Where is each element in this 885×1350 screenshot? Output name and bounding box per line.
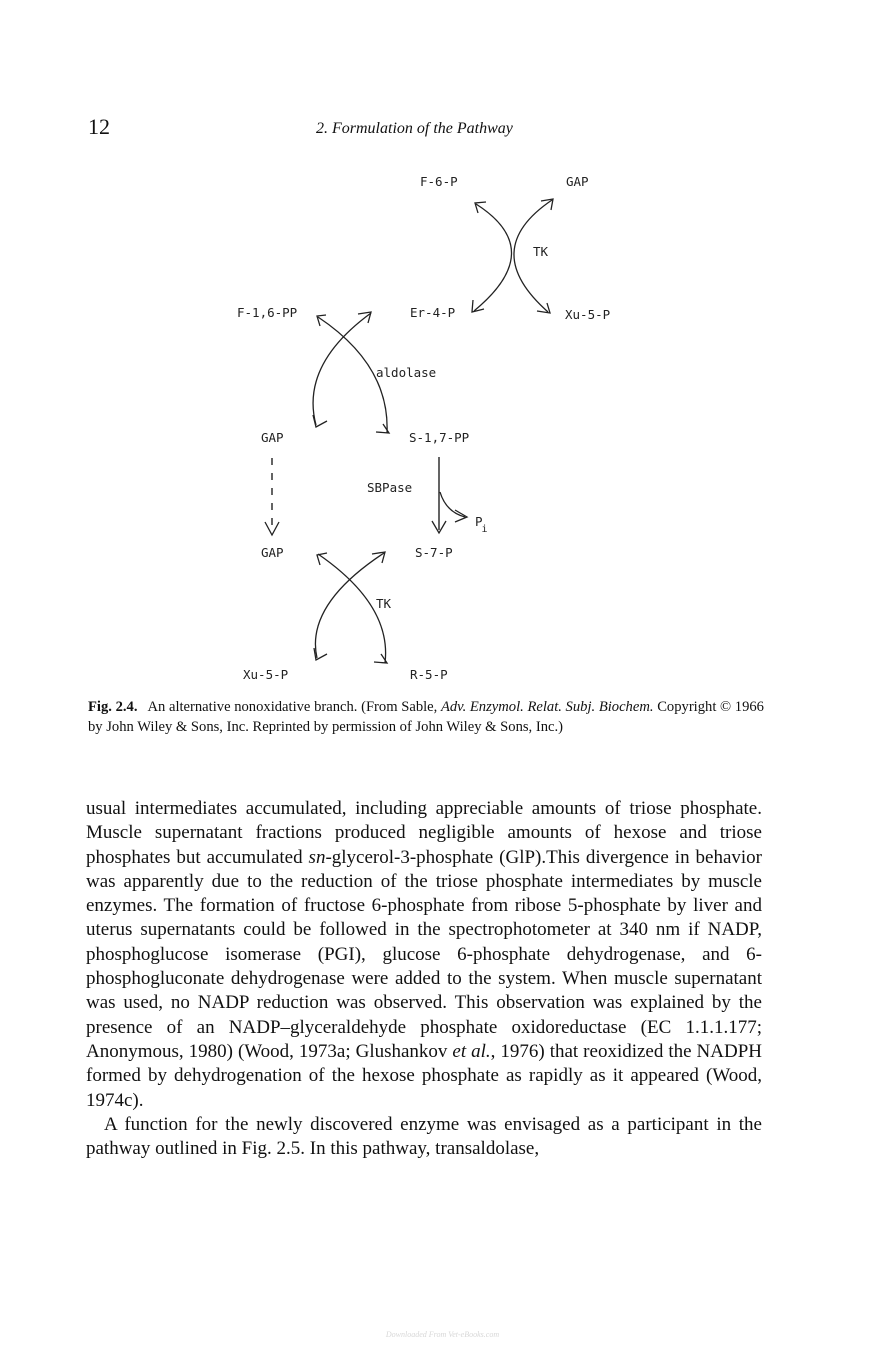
paragraph-1	[86, 797, 762, 1113]
label-gap-top: GAP	[566, 174, 589, 189]
label-f6p: F-6-P	[420, 174, 458, 189]
tk-top-arrowhead-2	[472, 300, 484, 312]
label-tk-top: TK	[533, 244, 549, 259]
caption-journal: Adv. Enzymol. Relat. Subj. Biochem.	[440, 699, 654, 715]
watermark: Downloaded From Vet-eBooks.com	[385, 1330, 500, 1339]
label-tk-bottom: TK	[376, 596, 392, 611]
p1-etal: et al.	[452, 1040, 491, 1062]
p1-text-c: , 1976) that reoxidized the NADPH formed by dehydrogenation of the hexose phosphate as rapidly as it appeared (Wood, 1974c).	[86, 1040, 762, 1111]
label-s17pp: S-1,7-PP	[409, 430, 470, 445]
aldolase-arc-2	[313, 313, 371, 425]
running-head: 2. Formulation of the Pathway	[316, 120, 513, 137]
label-pi	[475, 514, 488, 535]
tk-top-arc-1	[474, 204, 512, 311]
label-pi-main: P	[475, 514, 483, 529]
body-text	[86, 797, 762, 1161]
tk-bottom-arc-2	[315, 553, 384, 658]
page-number: 12	[88, 114, 110, 139]
label-gap-mid: GAP	[261, 430, 284, 445]
p1-text-a: usual intermediates accumulated, including appreciable amounts of triose phosphate. Muscle supernatant fractions produced negligible amounts of hexose and triose phosphates but accumulated	[86, 798, 762, 868]
aldolase-arrowhead-4	[313, 415, 327, 427]
label-sbpase: SBPase	[367, 480, 413, 495]
p1-sn: sn	[308, 846, 326, 868]
label-xu5p-left: Xu-5-P	[243, 667, 289, 682]
label-er4p: Er-4-P	[410, 305, 456, 320]
sbpase-arrow	[432, 457, 467, 533]
p1-text-b: -glycerol-3-phosphate (GlP).This divergence in behavior was apparently due to the reduction of the triose phosphate intermediates by muscle enzymes. The formation of fructose 6-phosphate from ribose 5-phosphate by liver and uterus supernatants could be followed in the spectrophotometer at 340 nm if NADP, phosphoglucose isomerase (PGI), glucose 6-phosphate dehydrogenase, and 6-phosphogluconate dehydrogenase were added to the system. When muscle supernatant was used, no NADP reduction was observed. This observation was explained by the presence of an NADP–glyceraldehyde phosphate oxidoreductase (EC 1.1.1.177; Anonymous, 1980) (Wood, 1973a; Glushankov	[86, 846, 762, 1062]
label-r5p: R-5-P	[410, 667, 448, 682]
label-xu5p-right: Xu-5-P	[565, 307, 611, 322]
label-aldolase: aldolase	[376, 365, 437, 380]
label-pi-sub: i	[481, 524, 488, 535]
paragraph-2: A function for the newly discovered enzyme was envisaged as a participant in the pathway outlined in Fig. 2.5. In this pathway, transaldolase,	[86, 1113, 762, 1160]
gap-dashed-arrow	[265, 458, 279, 535]
label-s7p: S-7-P	[415, 545, 453, 560]
caption-text-b: Copyright © 1966 by John Wiley & Sons, Inc. Reprinted by permission of John Wiley & Sons, Inc.)	[88, 699, 764, 735]
caption-text-a: An alternative nonoxidative branch. (From Sable,	[147, 699, 441, 715]
label-gap-lower: GAP	[261, 545, 284, 560]
figure-label: Fig. 2.4.	[88, 699, 138, 715]
figure-caption	[88, 697, 764, 737]
label-f16pp: F-1,6-PP	[237, 305, 298, 320]
